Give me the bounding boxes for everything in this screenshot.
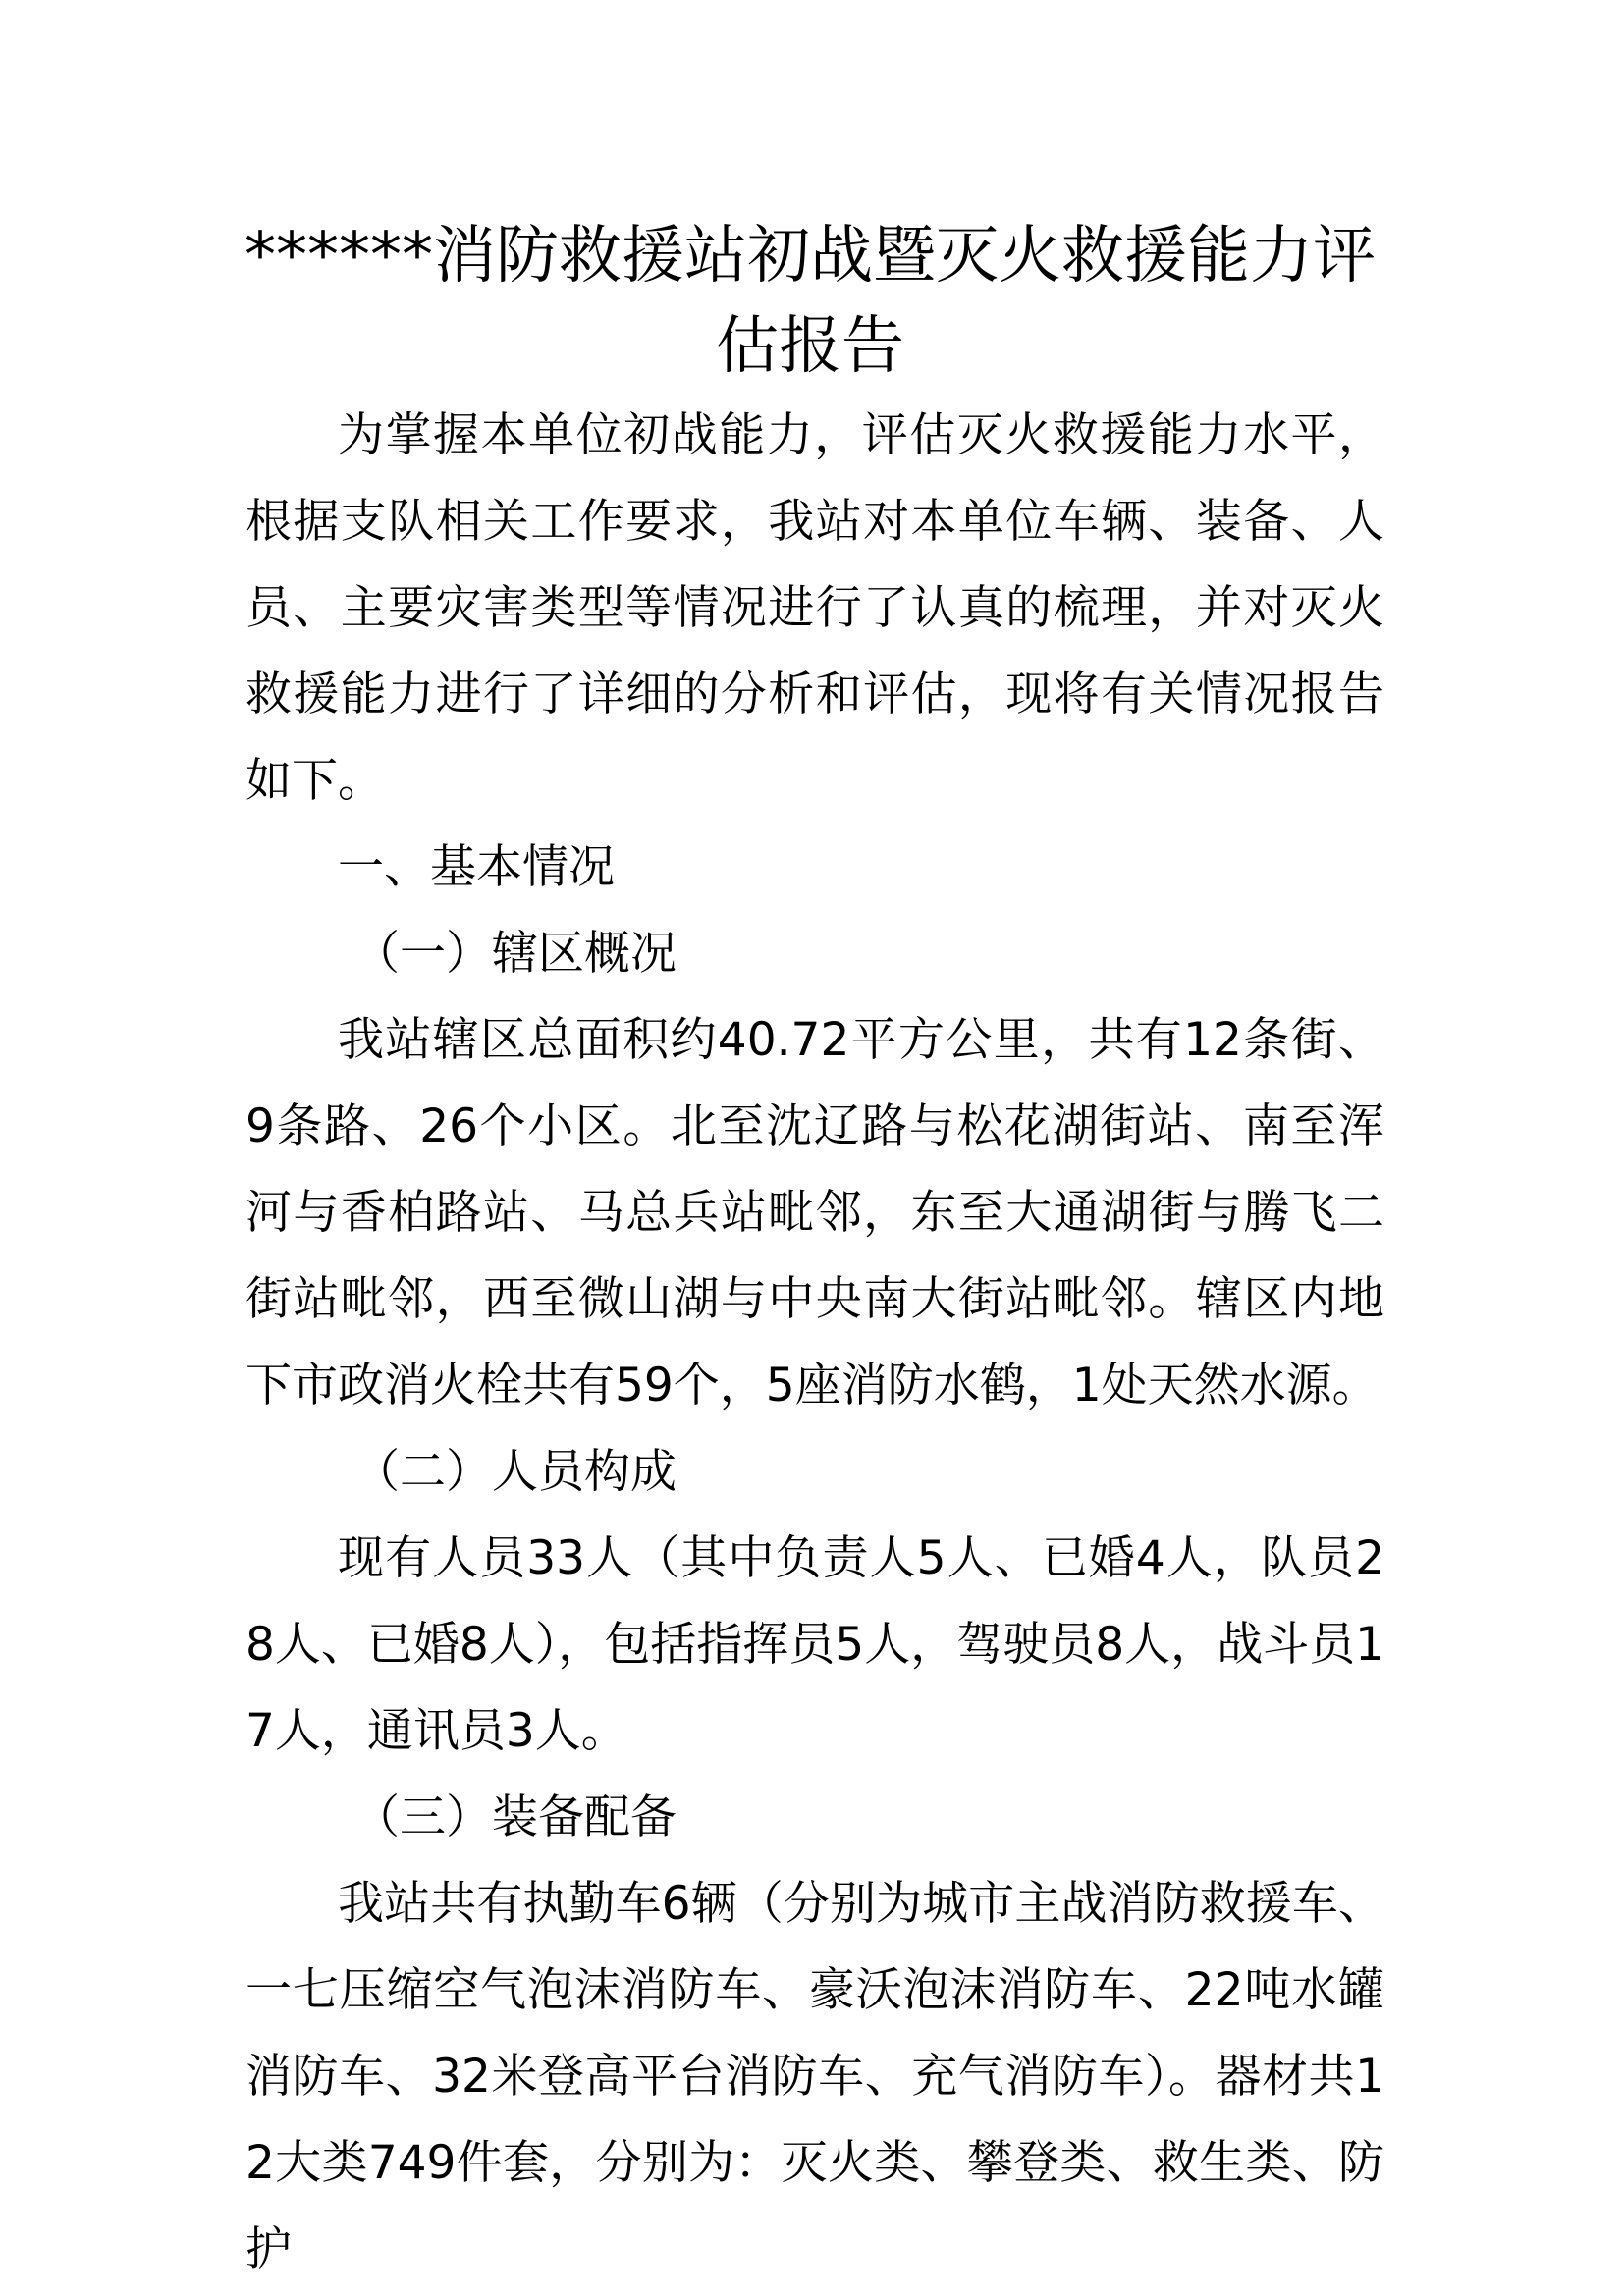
subsection-heading-equipment: （三）装备配备 [353, 1790, 677, 1844]
document-title [236, 211, 1384, 392]
section-heading-basic-situation: 一、基本情况 [338, 840, 615, 894]
subsection-heading-area-overview: （一）辖区概况 [353, 927, 677, 981]
document-body [245, 393, 1384, 2293]
personnel-paragraph: 现有人员33人（其中负责人5人、已婚4人，队员28人、已婚8人），包括指挥员5人，驾驶员8人，战斗员17人，通讯员3人。 [245, 1531, 1385, 1758]
title-line-1: ******消防救援站初战暨灭火救援能力评 [244, 220, 1376, 293]
equipment-paragraph: 我站共有执勤车6辆（分别为城市主战消防救援车、一七压缩空气泡沫消防车、豪沃泡沫消防车、22吨水罐消防车、32米登高平台消防车、充气消防车）。器材共12大类749件套，分别为：灭火类、攀登类、救生类、防护 [245, 1877, 1384, 2276]
title-line-2: 估报告 [716, 310, 904, 383]
intro-paragraph: 为掌握本单位初战能力，评估灭火救援能力水平，根据支队相关工作要求，我站对本单位车辆、装备、人员、主要灾害类型等情况进行了认真的梳理，并对灭火救援能力进行了详细的分析和评估，现将有关情况报告如下。 [245, 408, 1384, 808]
area-overview-paragraph: 我站辖区总面积约40.72平方公里，共有12条街、9条路、26个小区。北至沈辽路与松花湖街站、南至浑河与香柏路站、马总兵站毗邻，东至大通湖街与腾飞二街站毗邻，西至微山湖与中央南大街站毗邻。辖区内地下市政消火栓共有59个，5座消防水鹤，1处天然水源。 [245, 1013, 1384, 1413]
subsection-heading-personnel: （二）人员构成 [353, 1445, 677, 1499]
